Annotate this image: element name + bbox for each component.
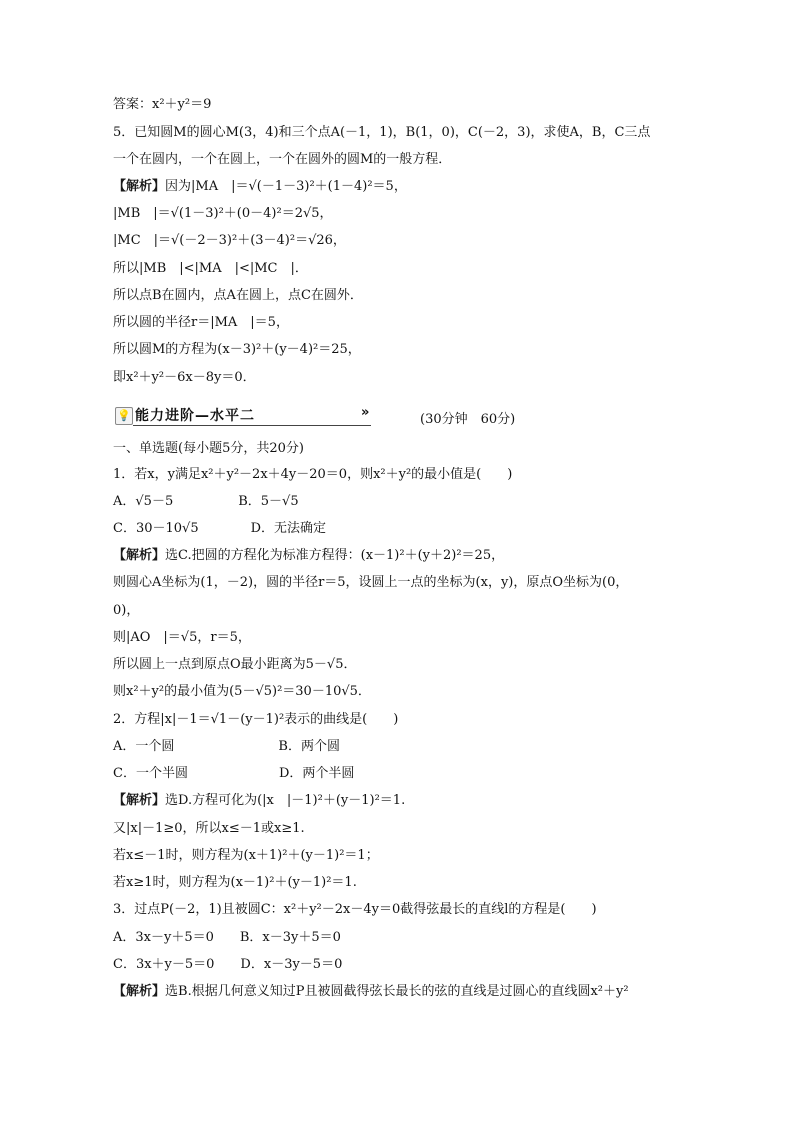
text-content: 所以圆的半径r＝|MA |＝5， (113, 315, 289, 330)
section-banner (113, 405, 403, 427)
text-content: C．一个半圆 D．两个半圆 (113, 766, 355, 781)
text-line (113, 820, 305, 838)
text-content: 1．若x，y满足x²＋y²－2x＋4y－20＝0，则x²＋y²的最小值是( ) (113, 467, 513, 482)
text-line (113, 656, 356, 674)
text-line (113, 232, 346, 250)
text-content: |MC |＝√(－2－3)²＋(3－4)²＝√26， (113, 233, 346, 248)
text-content: 若x≥1时，则方程为(x－1)²＋(y－1)²＝1. (113, 875, 357, 890)
section-time-limit: (30分钟 60分) (420, 412, 516, 427)
text-line (113, 547, 504, 565)
analysis-tag: 【解析】 (113, 793, 166, 808)
analysis-tag: 【解析】 (113, 984, 166, 999)
text-line (113, 341, 361, 359)
text-line (113, 205, 333, 223)
text-content: 则x²＋y²的最小值为(5－√5)²＝30－10√5． (113, 684, 371, 699)
text-content: 则圆心A坐标为(1，－2)，圆的半径r＝5，设圆上一点的坐标为(x，y)，原点O坐标为(0， (113, 575, 629, 590)
text-line (113, 369, 256, 387)
text-content: 又|x|－1≥0，所以x≤－1或x≥1. (113, 821, 305, 836)
text-line (113, 629, 251, 647)
text-line (113, 440, 304, 458)
text-line (113, 901, 597, 919)
text-line (113, 602, 139, 620)
text-line (113, 929, 341, 947)
text-line (113, 711, 398, 729)
analysis-tag: 【解析】 (113, 548, 166, 563)
section-title: 能力进阶—水平二 (135, 408, 255, 424)
text-line (113, 124, 650, 142)
text-line (113, 466, 512, 484)
text-content: 选C.把圆的方程化为标准方程得：(x－1)²＋(y＋2)²＝25， (165, 548, 505, 563)
text-line (113, 983, 629, 1001)
text-content: 0)， (113, 603, 140, 618)
text-content: C．3x＋y－5＝0 D．x－3y－5＝0 (113, 957, 343, 972)
text-content: A．√5－5 B．5－√5 (113, 494, 299, 509)
text-line (113, 314, 289, 332)
text-line (113, 792, 405, 810)
double-chevron-icon: » (361, 405, 370, 420)
text-line (113, 287, 363, 305)
text-content: 若x≤－1时，则方程为(x＋1)²＋(y－1)²＝1； (113, 848, 379, 863)
text-content: 3．过点P(－2，1)且被圆C：x²＋y²－2x－4y＝0截得弦最长的直线l的方程是( ) (113, 902, 597, 917)
text-line (113, 956, 342, 974)
text-line (113, 847, 379, 865)
text-content: 所以|MB |<|MA |<|MC |． (113, 261, 308, 276)
analysis-tag: 【解析】 (113, 179, 166, 194)
text-content: 5．已知圆M的圆心M(3，4)和三个点A(－1，1)，B(1，0)，C(－2，3)，求使A，B，C三点 (113, 125, 651, 140)
text-content: 所以圆M的方程为(x－3)²＋(y－4)²＝25， (113, 342, 361, 357)
text-content: 答案：x²＋y²＝9 (113, 97, 212, 112)
text-line (113, 574, 628, 592)
text-line (113, 765, 354, 783)
text-content: 一、单选题(每小题5分，共20分) (113, 441, 304, 456)
text-content: 选D.方程可化为(|x |－1)²＋(y－1)²＝1. (165, 793, 406, 808)
text-content: A．3x－y＋5＝0 B．x－3y＋5＝0 (113, 930, 341, 945)
text-line (113, 738, 340, 756)
section-underline (133, 425, 371, 426)
text-line (113, 260, 308, 278)
text-line (113, 874, 357, 892)
text-content: 2．方程|x|－1＝√1－(y－1)²表示的曲线是( ) (113, 712, 399, 727)
text-content: 所以圆上一点到原点O最小距离为5－√5． (113, 657, 357, 672)
text-line (113, 683, 371, 701)
text-content: 所以点B在圆内，点A在圆上，点C在圆外． (113, 288, 363, 303)
text-content: 因为|MA |＝√(－1－3)²＋(1－4)²＝5， (165, 179, 407, 194)
text-line (113, 96, 211, 114)
text-content: C．30－10√5 D．无法确定 (113, 521, 327, 536)
text-content: 即x²＋y²－6x－8y＝0． (113, 370, 256, 385)
text-content: 选B.根据几何意义知过P且被圆截得弦长最长的弦的直线是过圆心的直线圆x²＋y² (165, 984, 629, 999)
text-line (113, 520, 326, 538)
text-content: |MB |＝√(1－3)²＋(0－4)²＝2√5， (113, 206, 333, 221)
text-line (113, 493, 299, 511)
text-content: 则|AO |＝√5，r＝5， (113, 630, 251, 645)
text-line (113, 151, 451, 169)
lightbulb-icon: 💡 (115, 407, 133, 425)
text-content: 一个在圆内，一个在圆上，一个在圆外的圆M的一般方程． (113, 152, 452, 167)
text-line (113, 178, 407, 196)
text-content: A．一个圆 B．两个圆 (113, 739, 340, 754)
